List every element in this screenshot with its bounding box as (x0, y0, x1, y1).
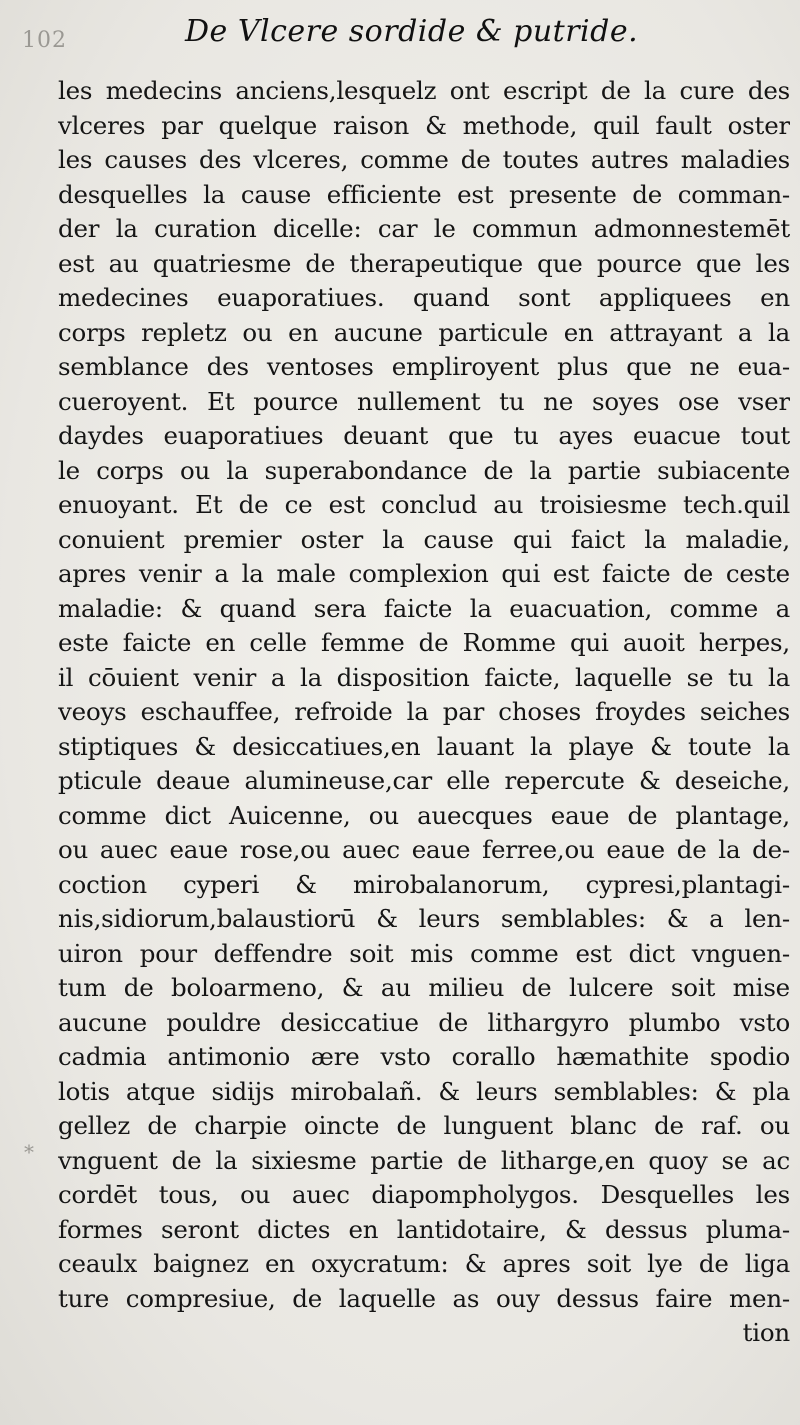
text-line: lotis atque sidijs mirobalañ. & leurs semblables: & pla (58, 1076, 790, 1106)
page-number: 102 (22, 28, 67, 53)
running-head: De Vlcere sordide & putride. (185, 14, 639, 49)
text-line: este faicte en celle femme de Romme qui auoit herpes, (58, 628, 790, 657)
text-line: cueroyent. Et pource nullement tu ne soyes ose vser (58, 386, 790, 416)
text-line: ou auec eaue rose,ou auec eaue ferree,ou eaue de la de- (58, 835, 790, 864)
text-line: les causes des vlceres, comme de toutes autres maladies (58, 145, 790, 174)
text-line: cadmia antimonio ære vsto corallo hæmathite spodio (58, 1042, 790, 1071)
text-line: nis,sidiorum,balaustiorū & leurs semblables: & a len- (58, 904, 790, 933)
text-line: conuient premier oster la cause qui faict la maladie, (58, 524, 790, 554)
text-line: gellez de charpie oincte de lunguent blanc de raf. ou (58, 1111, 790, 1140)
text-line: der la curation dicelle: car le commun admonnestemēt (58, 214, 790, 243)
text-line: ceaulx baignez en oxycratum: & apres soit lye de liga (58, 1249, 790, 1278)
text-line: il cōuient venir a la disposition faicte, laquelle se tu la (58, 662, 790, 692)
text-line: daydes euaporatiues deuant que tu ayes euacue tout (58, 421, 790, 450)
margin-mark: * (24, 1140, 34, 1164)
text-line: cordēt tous, ou auec diapompholygos. Desquelles les (58, 1180, 790, 1209)
text-line: est au quatriesme de therapeutique que pource que les (58, 248, 790, 278)
text-line: uiron pour deffendre soit mis comme est dict vnguen- (58, 938, 790, 968)
text-line: enuoyant. Et de ce est conclud au troisiesme tech.quil (58, 490, 790, 519)
text-line: veoys eschauffee, refroide la par choses froydes seiches (58, 697, 790, 726)
text-line: maladie: & quand sera faicte la euacuation, comme a (58, 593, 790, 623)
text-line: formes seront dictes en lantidotaire, & dessus pluma- (58, 1214, 790, 1244)
text-line: corps repletz ou en aucune particule en attrayant a la (58, 317, 790, 347)
text-line: pticule deaue alumineuse,car elle repercute & deseiche, (58, 766, 790, 795)
text-line: comme dict Auicenne, ou auecques eaue de plantage, (58, 800, 790, 830)
text-line: medecines euaporatiues. quand sont appliquees en (58, 283, 790, 312)
text-line: coction cyperi & mirobalanorum, cypresi,plantagi- (58, 869, 790, 899)
text-line: stiptiques & desiccatiues,en lauant la playe & toute la (58, 731, 790, 761)
text-line: tum de boloarmeno, & au milieu de lulcere soit mise (58, 973, 790, 1002)
text-line: les medecins anciens,lesquelz ont escript de la cure des (58, 76, 790, 105)
text-line: ture compresiue, de laquelle as ouy dessus faire men- (58, 1283, 790, 1313)
text-line: vlceres par quelque raison & methode, quil fault oster (58, 110, 790, 140)
text-line: le corps ou la superabondance de la partie subiacente (58, 455, 790, 485)
text-line-final: tion (742, 1318, 790, 1347)
text-line: vnguent de la sixiesme partie de litharge,en quoy se ac (58, 1145, 790, 1175)
text-line: aucune pouldre desiccatiue de lithargyro plumbo vsto (58, 1007, 790, 1037)
text-line: apres venir a la male complexion qui est faicte de ceste (58, 559, 790, 588)
text-line: desquelles la cause efficiente est presente de comman- (58, 179, 790, 209)
text-line: semblance des ventoses empliroyent plus que ne eua- (58, 352, 790, 381)
body-text (58, 74, 790, 1351)
